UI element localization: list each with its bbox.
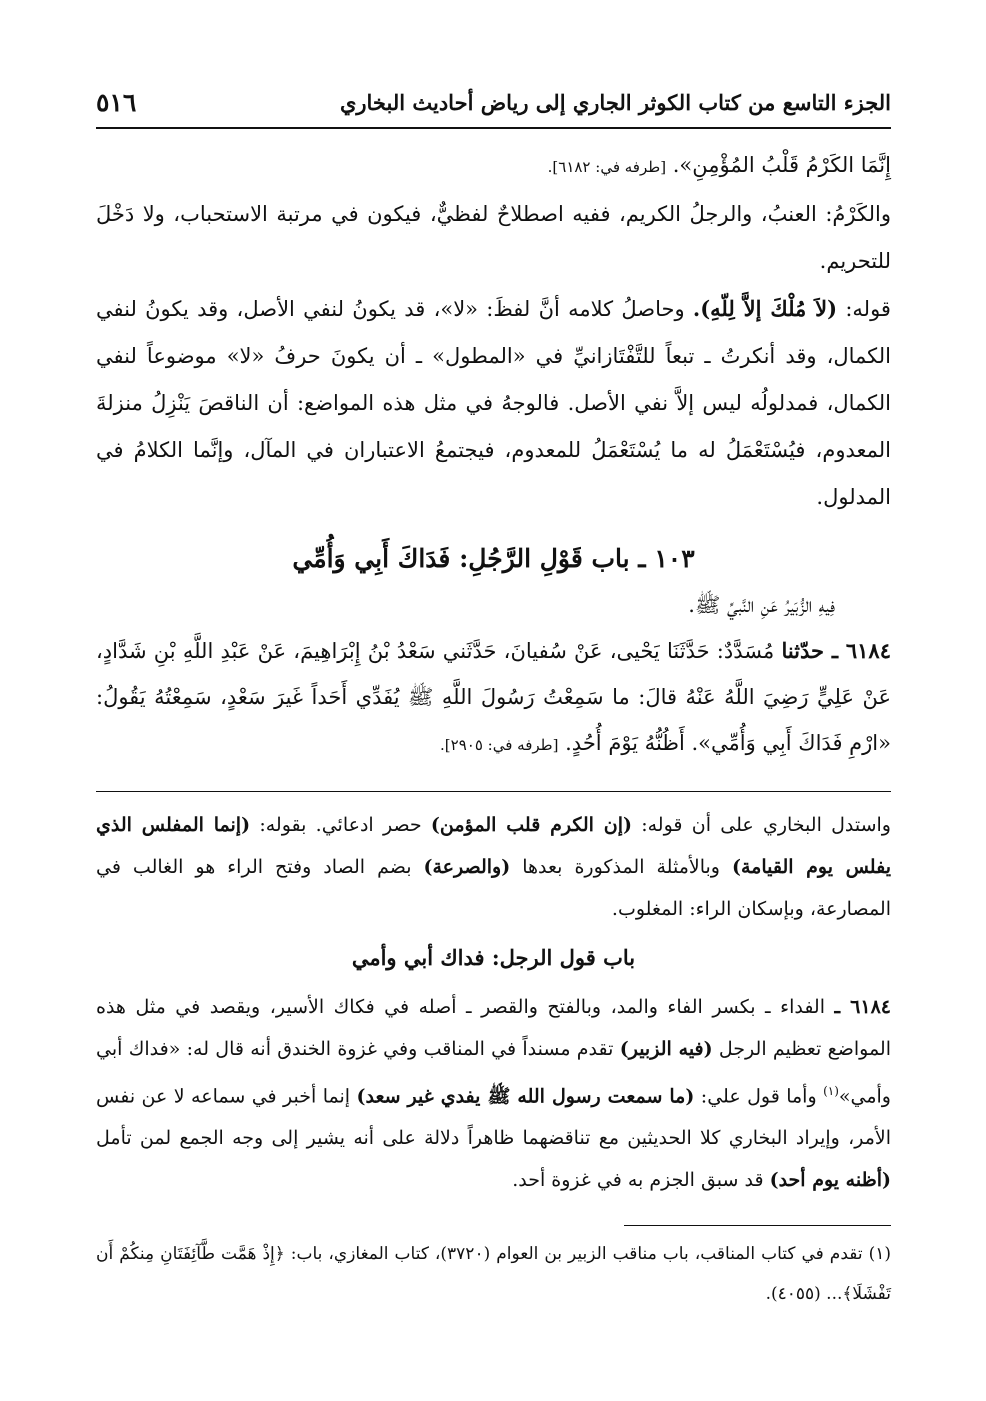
footnote-rule [624, 1225, 891, 1226]
commentary-paragraph-2 [96, 986, 891, 1201]
chapter-subheading: فِيهِ الزُّبَيرُ عَنِ النَّبيِّ ﷺ. [688, 593, 835, 617]
commentary-section [96, 804, 891, 1201]
commentary-text: إنما أخبر في سماعه لا عن نفس الأمر، وإيراد البخاري كلا الحديثين مع تناقضهما ظاهراً دلالة على أنه يشير إلى وجه الجمع لمن تأمل [96, 1085, 891, 1150]
bold-quote: (ما سمعت رسول الله ﷺ يفدي غير سعد) [356, 1085, 695, 1108]
running-header [96, 80, 891, 124]
explanation-paragraph-1: والكَرْمُ: العنبُ، والرجلُ الكريم، ففيه اصطلاحٌ لفظيٌّ، فيكون في مرتبة الاستحباب، ولا دَخْلَ للتحريم. [96, 202, 891, 273]
bold-quote: (أظنه يوم أحد) [769, 1169, 891, 1192]
commentary-paragraph-1 [96, 804, 891, 930]
running-title: الجزء التاسع من كتاب الكوثر الجاري إلى رياض أحاديث البخاري [339, 89, 891, 115]
commentary-text: حصر ادعائي. بقوله: [250, 814, 431, 836]
header-rule [96, 127, 891, 129]
bold-quote: (فيه الزبير) [619, 1038, 713, 1060]
hadith-continuation-text: إِنَّمَا الكَرْمُ قَلْبُ المُؤْمِنِ». [672, 153, 891, 177]
footnote-1: (١) تقدم في كتاب المناقب، باب مناقب الزبير بن العوام (٣٧٢٠)، كتاب المغازي، باب: ﴿إِذْ هَمَّت طَّآئِفَتَانِ مِنكُمْ أَن تَفْشَلَا﴾... (٤٠٥٥). [96, 1244, 891, 1304]
commentary-text: واستدل البخاري على أن قوله: [631, 814, 891, 836]
commentary-text: وبالأمثلة المذكورة بعدها [510, 856, 732, 878]
commentary-text: قد سبق الجزم به في غزوة أحد. [512, 1169, 770, 1192]
hadith-cross-reference: [طرفه في: ٦١٨٢]. [547, 158, 667, 176]
hadith-6184 [96, 628, 891, 768]
bold-quote: (إن الكرم قلب المؤمن) [430, 814, 632, 836]
hadith-body: مُسَدَّدٌ: حَدَّثَنَا يَحْيى، عَنْ سُفيانَ، حَدَّثَني سَعْدُ بْنُ إِبْرَاهِيمَ، عَنْ عَبْدِ اللَّهِ بْنِ شَدَّادٍ، عَنْ عَلِيٍّ رَضِيَ اللَّهُ عَنْهُ قالَ: ما سَمِعْتُ رَسُولَ اللَّهِ ﷺ يُفَدِّي أَحَداً غَيرَ سَعْدٍ، سَمِعْتُهُ يَقُولُ: «ارْمِ فَدَاكَ أَبِي وَأُمِّي». أَظُنُّهُ يَوْمَ أُحُدٍ. [96, 639, 891, 755]
commentary-text: تقدم مسنداً في المناقب وفي غزوة الخندق أنه قال له: «فداك أبي وأمي» [96, 1038, 891, 1108]
explanation-body: وحاصلُ كلامه أنَّ لفظَ: «لا»، قد يكونُ لنفي الأصل، وقد يكونُ لنفي الكمال، وقد أنكرتُ ـ تبعاً للتَّفْتَازانيِّ في «المطول» ـ أن يكونَ حرفُ «لا» موضوعاً لنفي الكمال، فمدلولُه ليس إلاَّ نفي الأصل. فالوجهُ في مثل هذه المواضع: أن الناقصَ يَنْزِلُ منزلةَ المعدوم، فيُسْتَعْمَلُ له ما يُسْتَعْمَلُ للمعدوم، فيجتمعُ الاعتباران في المآل، وإنَّما الكلامُ في المدلول. [96, 297, 891, 509]
explanation-paragraph-2 [96, 285, 891, 521]
bold-quote: (والصرعة) [423, 856, 511, 878]
commentary-divider [96, 791, 891, 792]
footnote-marker: (١) [823, 1084, 839, 1098]
hadith-continuation [96, 142, 891, 191]
chapter-heading: ١٠٣ ـ باب قَوْلِ الرَّجُلِ: فَدَاكَ أَبِي وَأُمِّي [292, 544, 695, 573]
chapter-section [96, 536, 891, 768]
bold-quote: (إنما المفلس الذي يفلس يوم القيامة) [96, 814, 891, 878]
hadith-number: ٦١٨٤ ـ حدّثنا [781, 638, 891, 663]
commentary-text: بضم الصاد وفتح الراء هو الغالب في المصارعة، وبإسكان الراء: المغلوب. [96, 856, 891, 920]
quoted-phrase: (لاَ مُلْكَ إلاَّ لِلّهِ). [692, 296, 838, 321]
page-number: ٥١٦ [96, 87, 137, 117]
explanation-prefix: قوله: [845, 297, 891, 321]
footnotes [96, 1234, 891, 1314]
main-text [96, 142, 891, 521]
commentary-text: الفداء ـ بكسر الفاء والمد، وبالفتح والقصر ـ أصله في فكاك الأسير، ويقصد في مثل هذه المواضع تعظيم الرجل [96, 996, 891, 1060]
hadith-ref: [طرفه في: ٢٩٠٥]. [440, 736, 559, 754]
commentary-title: باب قول الرجل: فداك أبي وأمي [351, 945, 636, 970]
bold-quote: ٦١٨٤ ـ [834, 996, 891, 1018]
commentary-text: وأما قول علي: [694, 1085, 824, 1108]
